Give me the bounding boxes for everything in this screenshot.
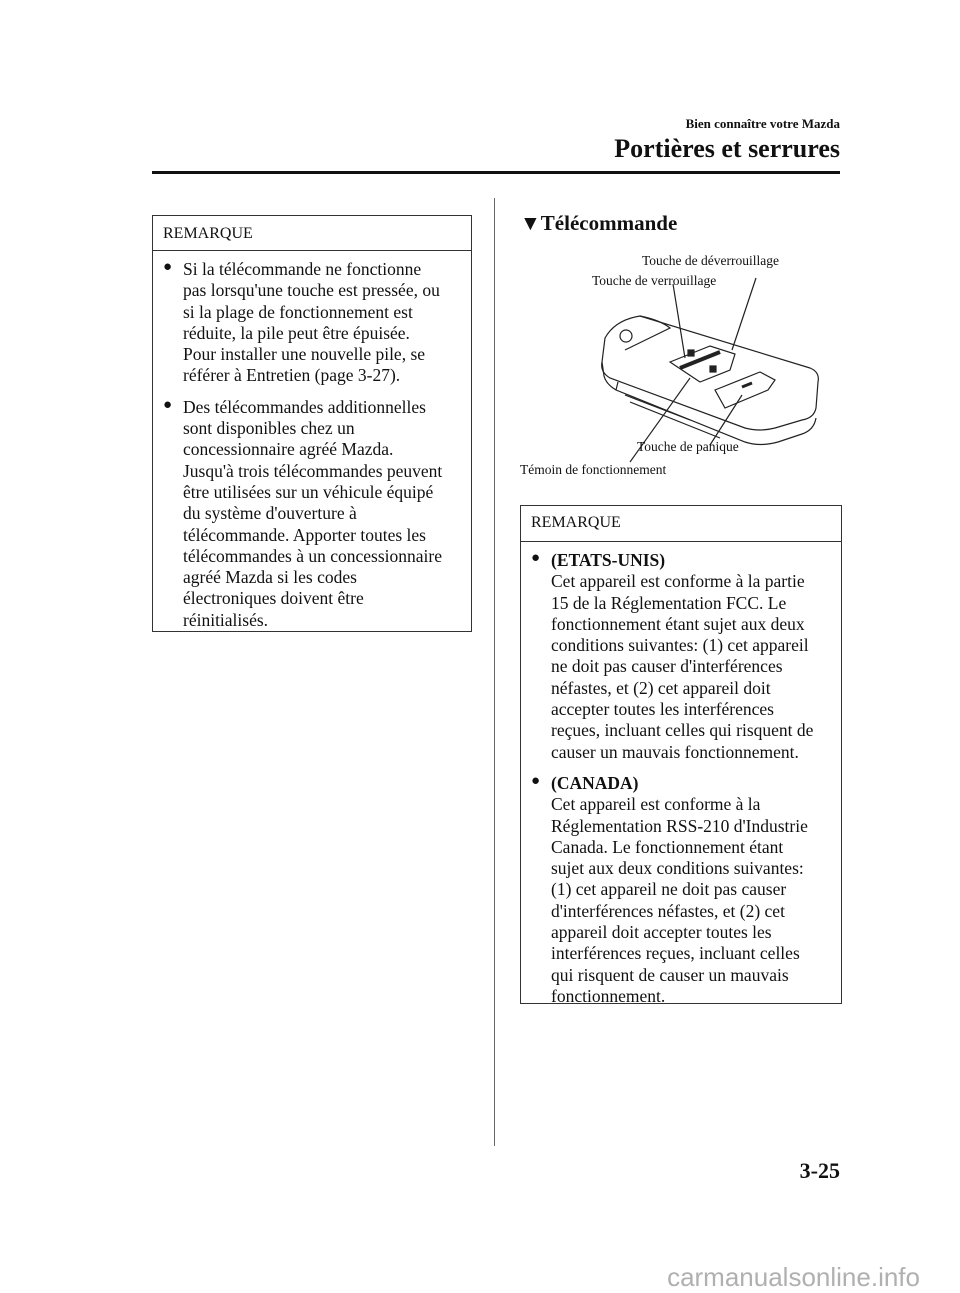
text-line: télécommandes à un concessionnaire (183, 545, 442, 566)
section-title: Télécommande (540, 211, 678, 235)
label-panic-button: Touche de panique (637, 439, 739, 454)
bullet-icon: ● (163, 396, 173, 413)
note-bullet-item (521, 550, 841, 763)
text-line: télécommande. Apporter toutes les (183, 524, 426, 545)
text-line: ne doit pas causer d'interférences (551, 656, 783, 677)
note-box-left (152, 215, 472, 632)
text-line: 15 de la Réglementation FCC. Le (551, 592, 787, 613)
text-line: appareil doit accepter toutes les (551, 922, 772, 943)
text-line: Canada. Le fonctionnement étant (551, 836, 784, 857)
text-line: électroniques doivent être (183, 588, 364, 609)
label-unlock-button: Touche de déverrouillage (642, 253, 779, 268)
bullet-icon: ● (531, 550, 541, 566)
text-line: accepter toutes les interférences (551, 699, 774, 720)
text-line: sont disponibles chez un (183, 418, 355, 439)
note-list (521, 542, 841, 1007)
text-line: conditions suivantes: (1) cet appareil (551, 635, 809, 656)
text-line: Des télécommandes additionnelles (183, 396, 426, 417)
bullet-title: (ETATS-UNIS) (551, 550, 666, 570)
bullet-title: (CANADA) (551, 772, 639, 793)
note-box-right (520, 505, 842, 1004)
bullet-icon: ● (163, 259, 173, 275)
note-bullet-item (521, 773, 841, 1007)
section-heading (520, 211, 677, 236)
bullet-icon: ● (531, 772, 541, 789)
watermark: carmanualsonline.info (667, 1262, 920, 1292)
text-line: Cet appareil est conforme à la (551, 794, 761, 815)
text-line: qui risquent de causer un mauvais (551, 964, 789, 985)
text-line: si la plage de fonctionnement est (183, 301, 413, 322)
text-line: fonctionnement étant sujet aux deux (551, 613, 805, 634)
text-line: réduite, la pile peut être épuisée. (183, 322, 410, 343)
text-line: causer un mauvais fonctionnement. (551, 741, 799, 762)
remote-key-figure (520, 250, 840, 480)
triangle-marker-icon: ▼ (520, 211, 541, 235)
note-list (153, 251, 471, 631)
text-line: Cet appareil est conforme à la partie (551, 571, 805, 592)
text-line: réinitialisés. (183, 609, 269, 630)
text-line: Réglementation RSS-210 d'Industrie (551, 815, 808, 836)
text-line: concessionnaire agréé Mazda. (183, 439, 394, 460)
note-bullet-item (153, 397, 471, 631)
text-line: agréé Mazda si les codes (183, 567, 357, 588)
note-heading: REMARQUE (153, 216, 471, 251)
label-lock-button: Touche de verrouillage (592, 273, 717, 288)
text-line: interférences reçues, incluant celles (551, 943, 800, 964)
text-line: du système d'ouverture à (183, 503, 357, 524)
text-line: (1) cet appareil ne doit pas causer (551, 879, 787, 900)
note-heading: REMARQUE (521, 506, 841, 542)
text-line: néfastes, et (2) cet appareil doit (551, 677, 771, 698)
text-line: Si la télécommande ne fonctionne (183, 259, 422, 279)
column-divider (494, 198, 495, 1146)
page-title: Portières et serrures (614, 134, 840, 163)
text-line: pas lorsqu'une touche est pressée, ou (183, 280, 440, 301)
text-line: d'interférences néfastes, et (2) cet (551, 900, 785, 921)
text-line: fonctionnement. (551, 985, 666, 1006)
text-line: sujet aux deux conditions suivantes: (551, 858, 804, 879)
text-line: reçues, incluant celles qui risquent de (551, 720, 814, 741)
label-operation-indicator: Témoin de fonctionnement (520, 462, 667, 477)
text-line: Pour installer une nouvelle pile, se (183, 344, 426, 365)
page-number: 3-25 (799, 1158, 840, 1183)
text-line: être utilisées sur un véhicule équipé (183, 481, 434, 502)
text-line: Jusqu'à trois télécommandes peuvent (183, 460, 443, 481)
header-rule (152, 171, 840, 174)
note-bullet-item (153, 259, 471, 387)
chapter-subtitle: Bien connaître votre Mazda (685, 116, 840, 131)
text-line: référer à Entretien (page 3-27). (183, 365, 401, 386)
